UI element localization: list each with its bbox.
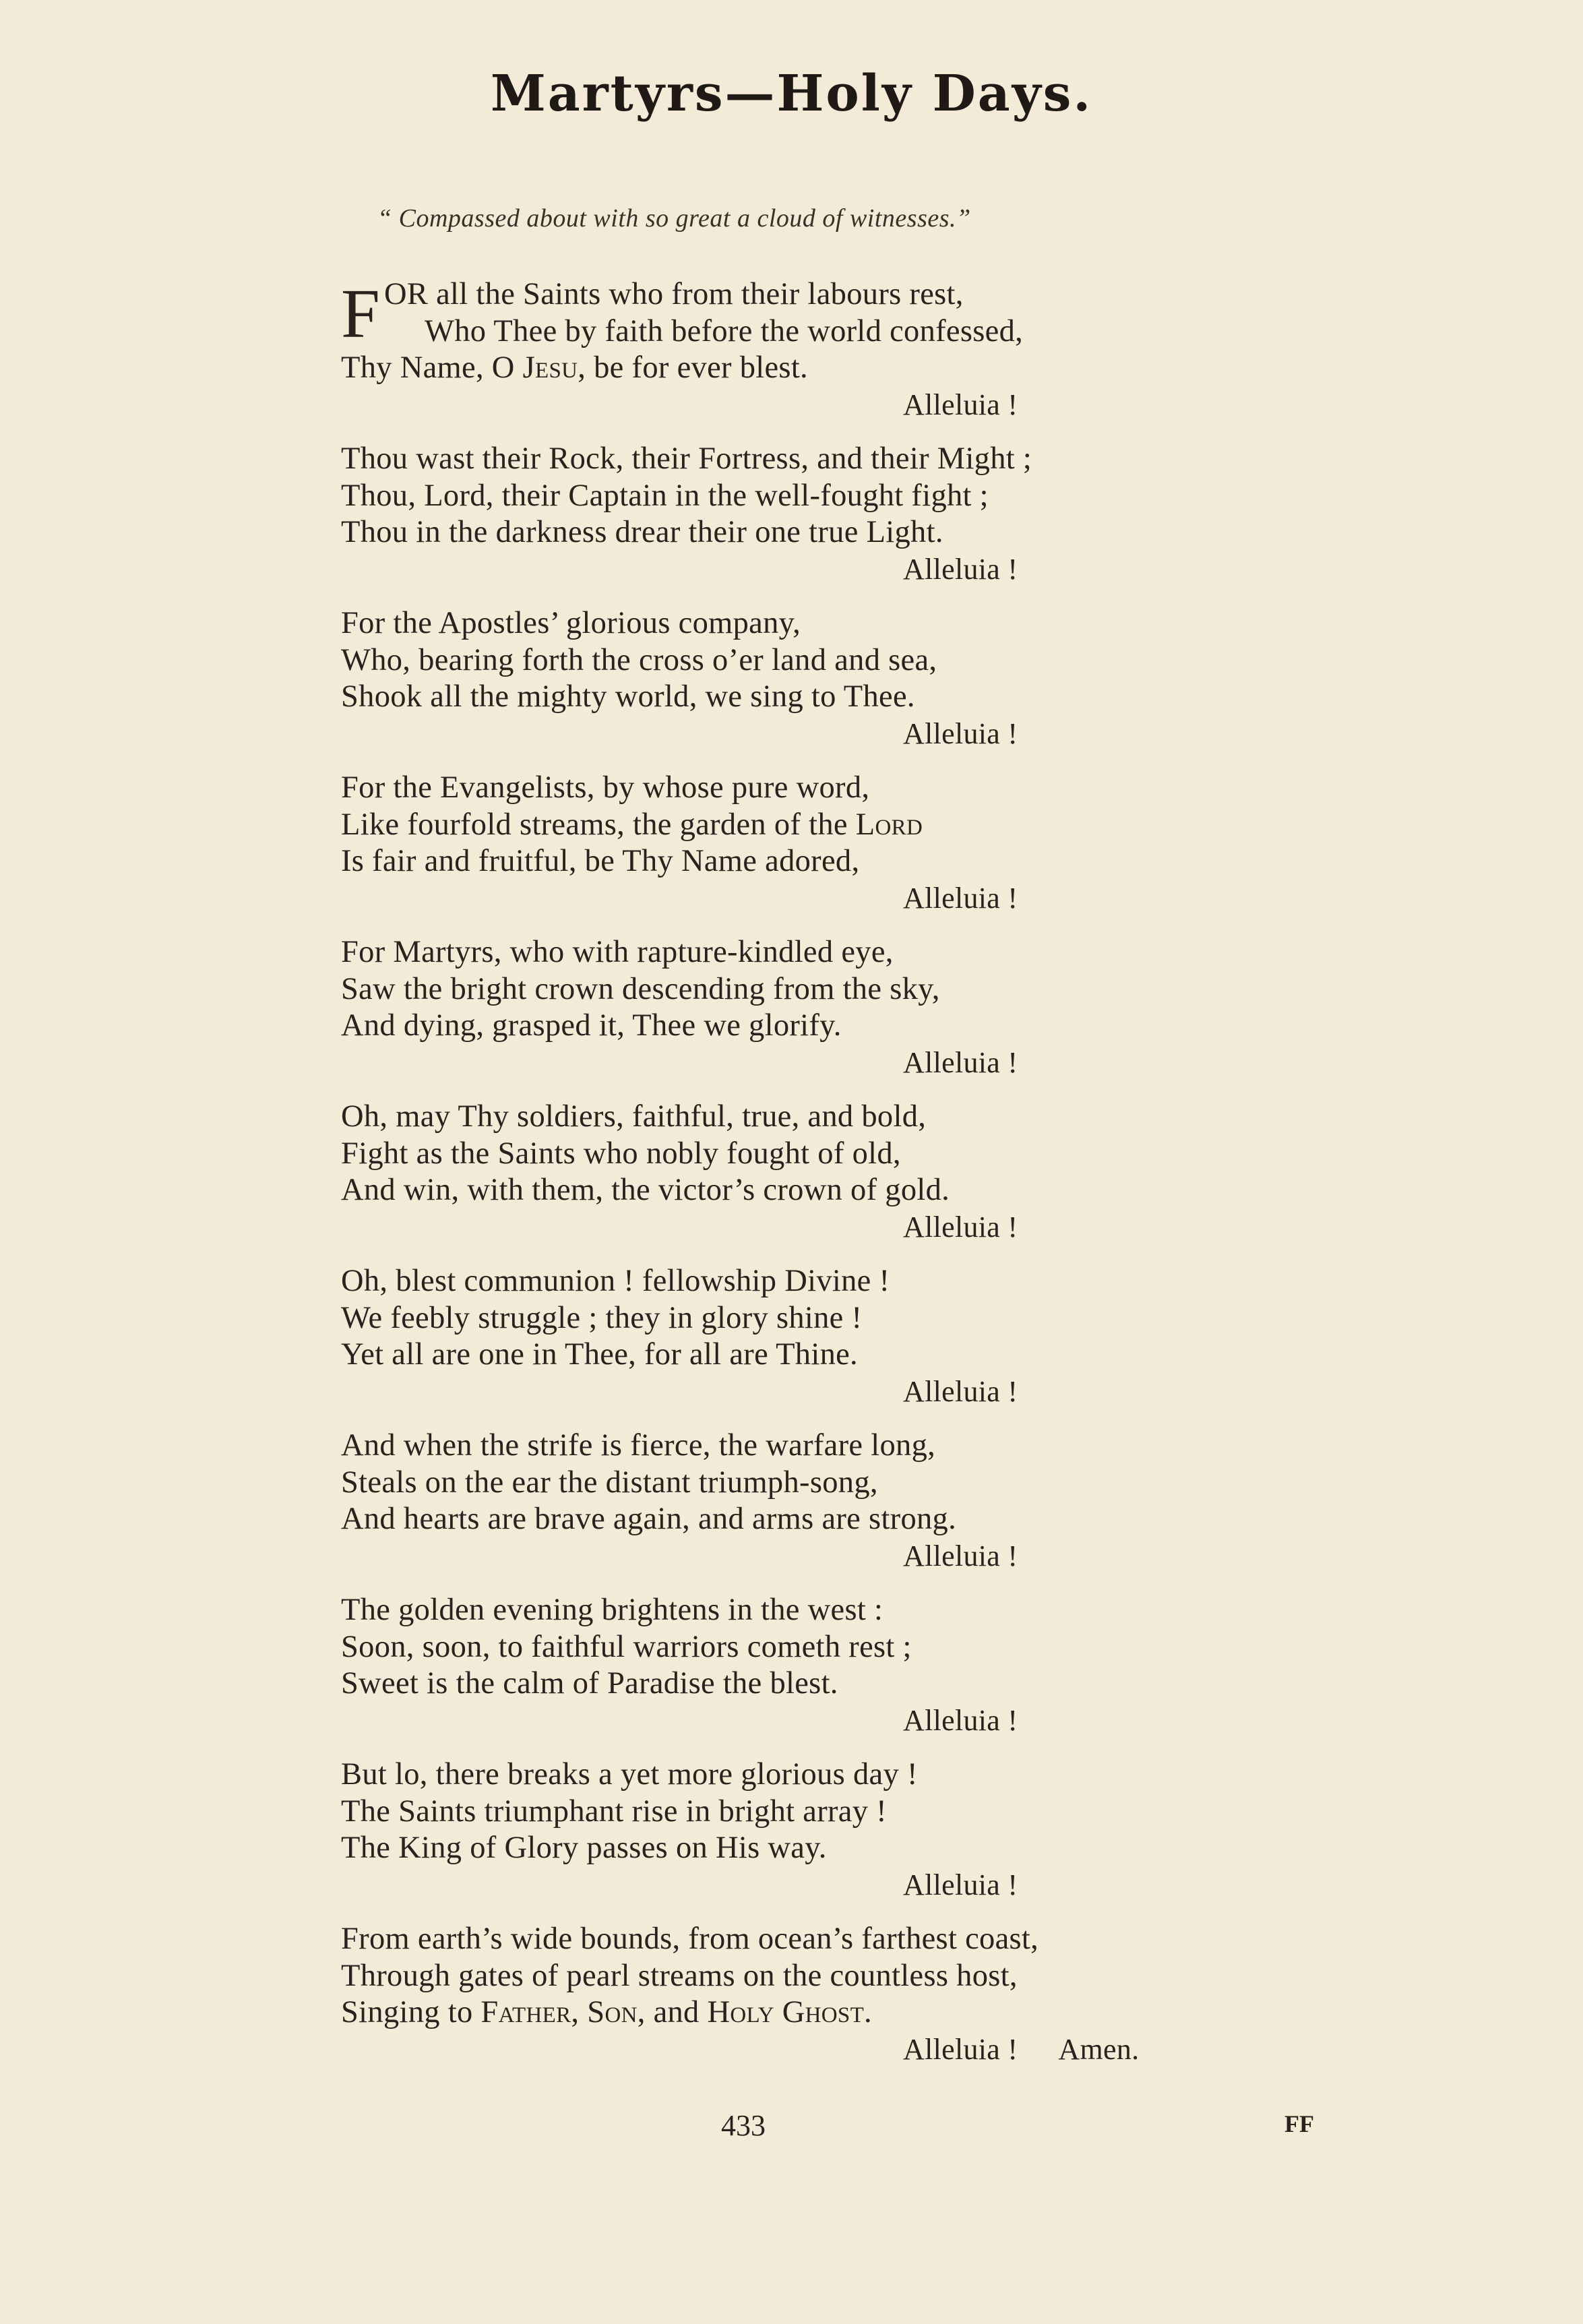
refrain: Alleluia ! (903, 552, 1018, 586)
epigraph: “ Compassed about with so great a cloud of witnesses.” (377, 204, 971, 233)
verse-line-text: Like fourfold streams, the garden of the (341, 807, 856, 842)
verse-line (341, 350, 1258, 387)
verse-line: Thou, Lord, their Captain in the well-fought fight ; (341, 478, 989, 513)
verse-line: The Saints triumphant rise in bright array ! (341, 1794, 887, 1829)
refrain: Alleluia ! (903, 716, 1018, 750)
verse-line: Yet all are one in Thee, for all are Thine. (341, 1337, 858, 1372)
stanza-11 (341, 1921, 1258, 2068)
verse-line: Steals on the ear the distant triumph-song, (341, 1465, 878, 1500)
verse-line (341, 1994, 1258, 2031)
verse-line: But lo, there breaks a yet more glorious day ! (341, 1757, 918, 1792)
verse-line-text: . (864, 1995, 872, 2029)
verse-line: Who, bearing forth the cross o’er land and sea, (341, 642, 937, 677)
stanza-8 (341, 1428, 1258, 1574)
refrain: Alleluia ! (903, 1703, 1018, 1737)
verse-line-text: , (571, 1995, 588, 2029)
verse-line-text: OR all the Saints who from their labours rest, (384, 277, 964, 311)
verse-line: And when the strife is fierce, the warfare long, (341, 1428, 936, 1463)
refrain-text: Alleluia ! (903, 2032, 1018, 2066)
verse-line-text: , and (637, 1995, 708, 2029)
verse-line: Who Thee by faith before the world confessed, (425, 313, 1024, 348)
refrain: Alleluia ! (903, 881, 1018, 915)
refrain: Alleluia ! (903, 1045, 1018, 1079)
verse-line: Fight as the Saints who nobly fought of old, (341, 1136, 901, 1171)
verse-line: Thou wast their Rock, their Fortress, and their Might ; (341, 441, 1032, 476)
hymn-text (341, 276, 1258, 2085)
verse-line: From earth’s wide bounds, from ocean’s farthest coast, (341, 1922, 1039, 1956)
stanza-6 (341, 1099, 1258, 1246)
page-number: 433 (721, 2109, 766, 2142)
verse-line: Oh, may Thy soldiers, faithful, true, and bold, (341, 1099, 927, 1134)
verse-line: For Martyrs, who with rapture-kindled eye, (341, 935, 894, 969)
stanza-4 (341, 770, 1258, 917)
stanza-1 (341, 276, 1258, 423)
verse-line-text: , be for ever blest. (578, 350, 808, 385)
refrain: Alleluia ! (903, 1868, 1018, 1901)
verse-line: For the Apostles’ glorious company, (341, 606, 801, 640)
verse-line: And win, with them, the victor’s crown of gold. (341, 1173, 950, 1207)
stanza-7 (341, 1263, 1258, 1410)
verse-line: Is fair and fruitful, be Thy Name adored, (341, 844, 860, 878)
verse-line: Thou in the darkness drear their one true Light. (341, 515, 943, 549)
signature-mark: FF (1284, 2110, 1314, 2137)
verse-line: Through gates of pearl streams on the countless host, (341, 1958, 1018, 1993)
stanza-3 (341, 605, 1258, 752)
verse-line (341, 807, 1258, 844)
stanza-5 (341, 934, 1258, 1081)
verse-line: For the Evangelists, by whose pure word, (341, 770, 870, 805)
drop-cap: F (341, 275, 381, 353)
amen: Amen. (1058, 2032, 1140, 2066)
verse-line: And hearts are brave again, and arms are strong. (341, 1502, 957, 1536)
page-title: Martyrs—Holy Days. (490, 65, 1093, 123)
refrain: Alleluia ! (903, 1210, 1018, 1244)
verse-line: Soon, soon, to faithful warriors cometh rest ; (341, 1629, 912, 1664)
verse-line: The King of Glory passes on His way. (341, 1831, 827, 1865)
refrain: Alleluia ! (903, 1374, 1018, 1408)
refrain: Alleluia ! (903, 1539, 1018, 1572)
divine-name: Holy Ghost (707, 1995, 865, 2029)
divine-name: Jesu (522, 350, 578, 385)
verse-line: Shook all the mighty world, we sing to Thee. (341, 679, 915, 714)
refrain (341, 2031, 1258, 2069)
divine-name: Lord (855, 807, 923, 842)
verse-line: And dying, grasped it, Thee we glorify. (341, 1008, 842, 1043)
verse-line-text: Thy Name, O (341, 350, 523, 385)
divine-name: Father (480, 1995, 571, 2029)
stanza-9 (341, 1592, 1258, 1739)
verse-line: We feebly struggle ; they in glory shine ! (341, 1300, 863, 1335)
verse-line: Saw the bright crown descending from the sky, (341, 971, 940, 1006)
verse-line: Sweet is the calm of Paradise the blest. (341, 1666, 838, 1701)
stanza-2 (341, 441, 1258, 588)
verse-line: Oh, blest communion ! fellowship Divine ! (341, 1264, 890, 1298)
stanza-10 (341, 1756, 1258, 1903)
divine-name: Son (587, 1995, 638, 2029)
verse-line: The golden evening brightens in the west : (341, 1593, 883, 1627)
verse-line-text: Singing to (341, 1995, 481, 2029)
refrain: Alleluia ! (903, 388, 1018, 421)
